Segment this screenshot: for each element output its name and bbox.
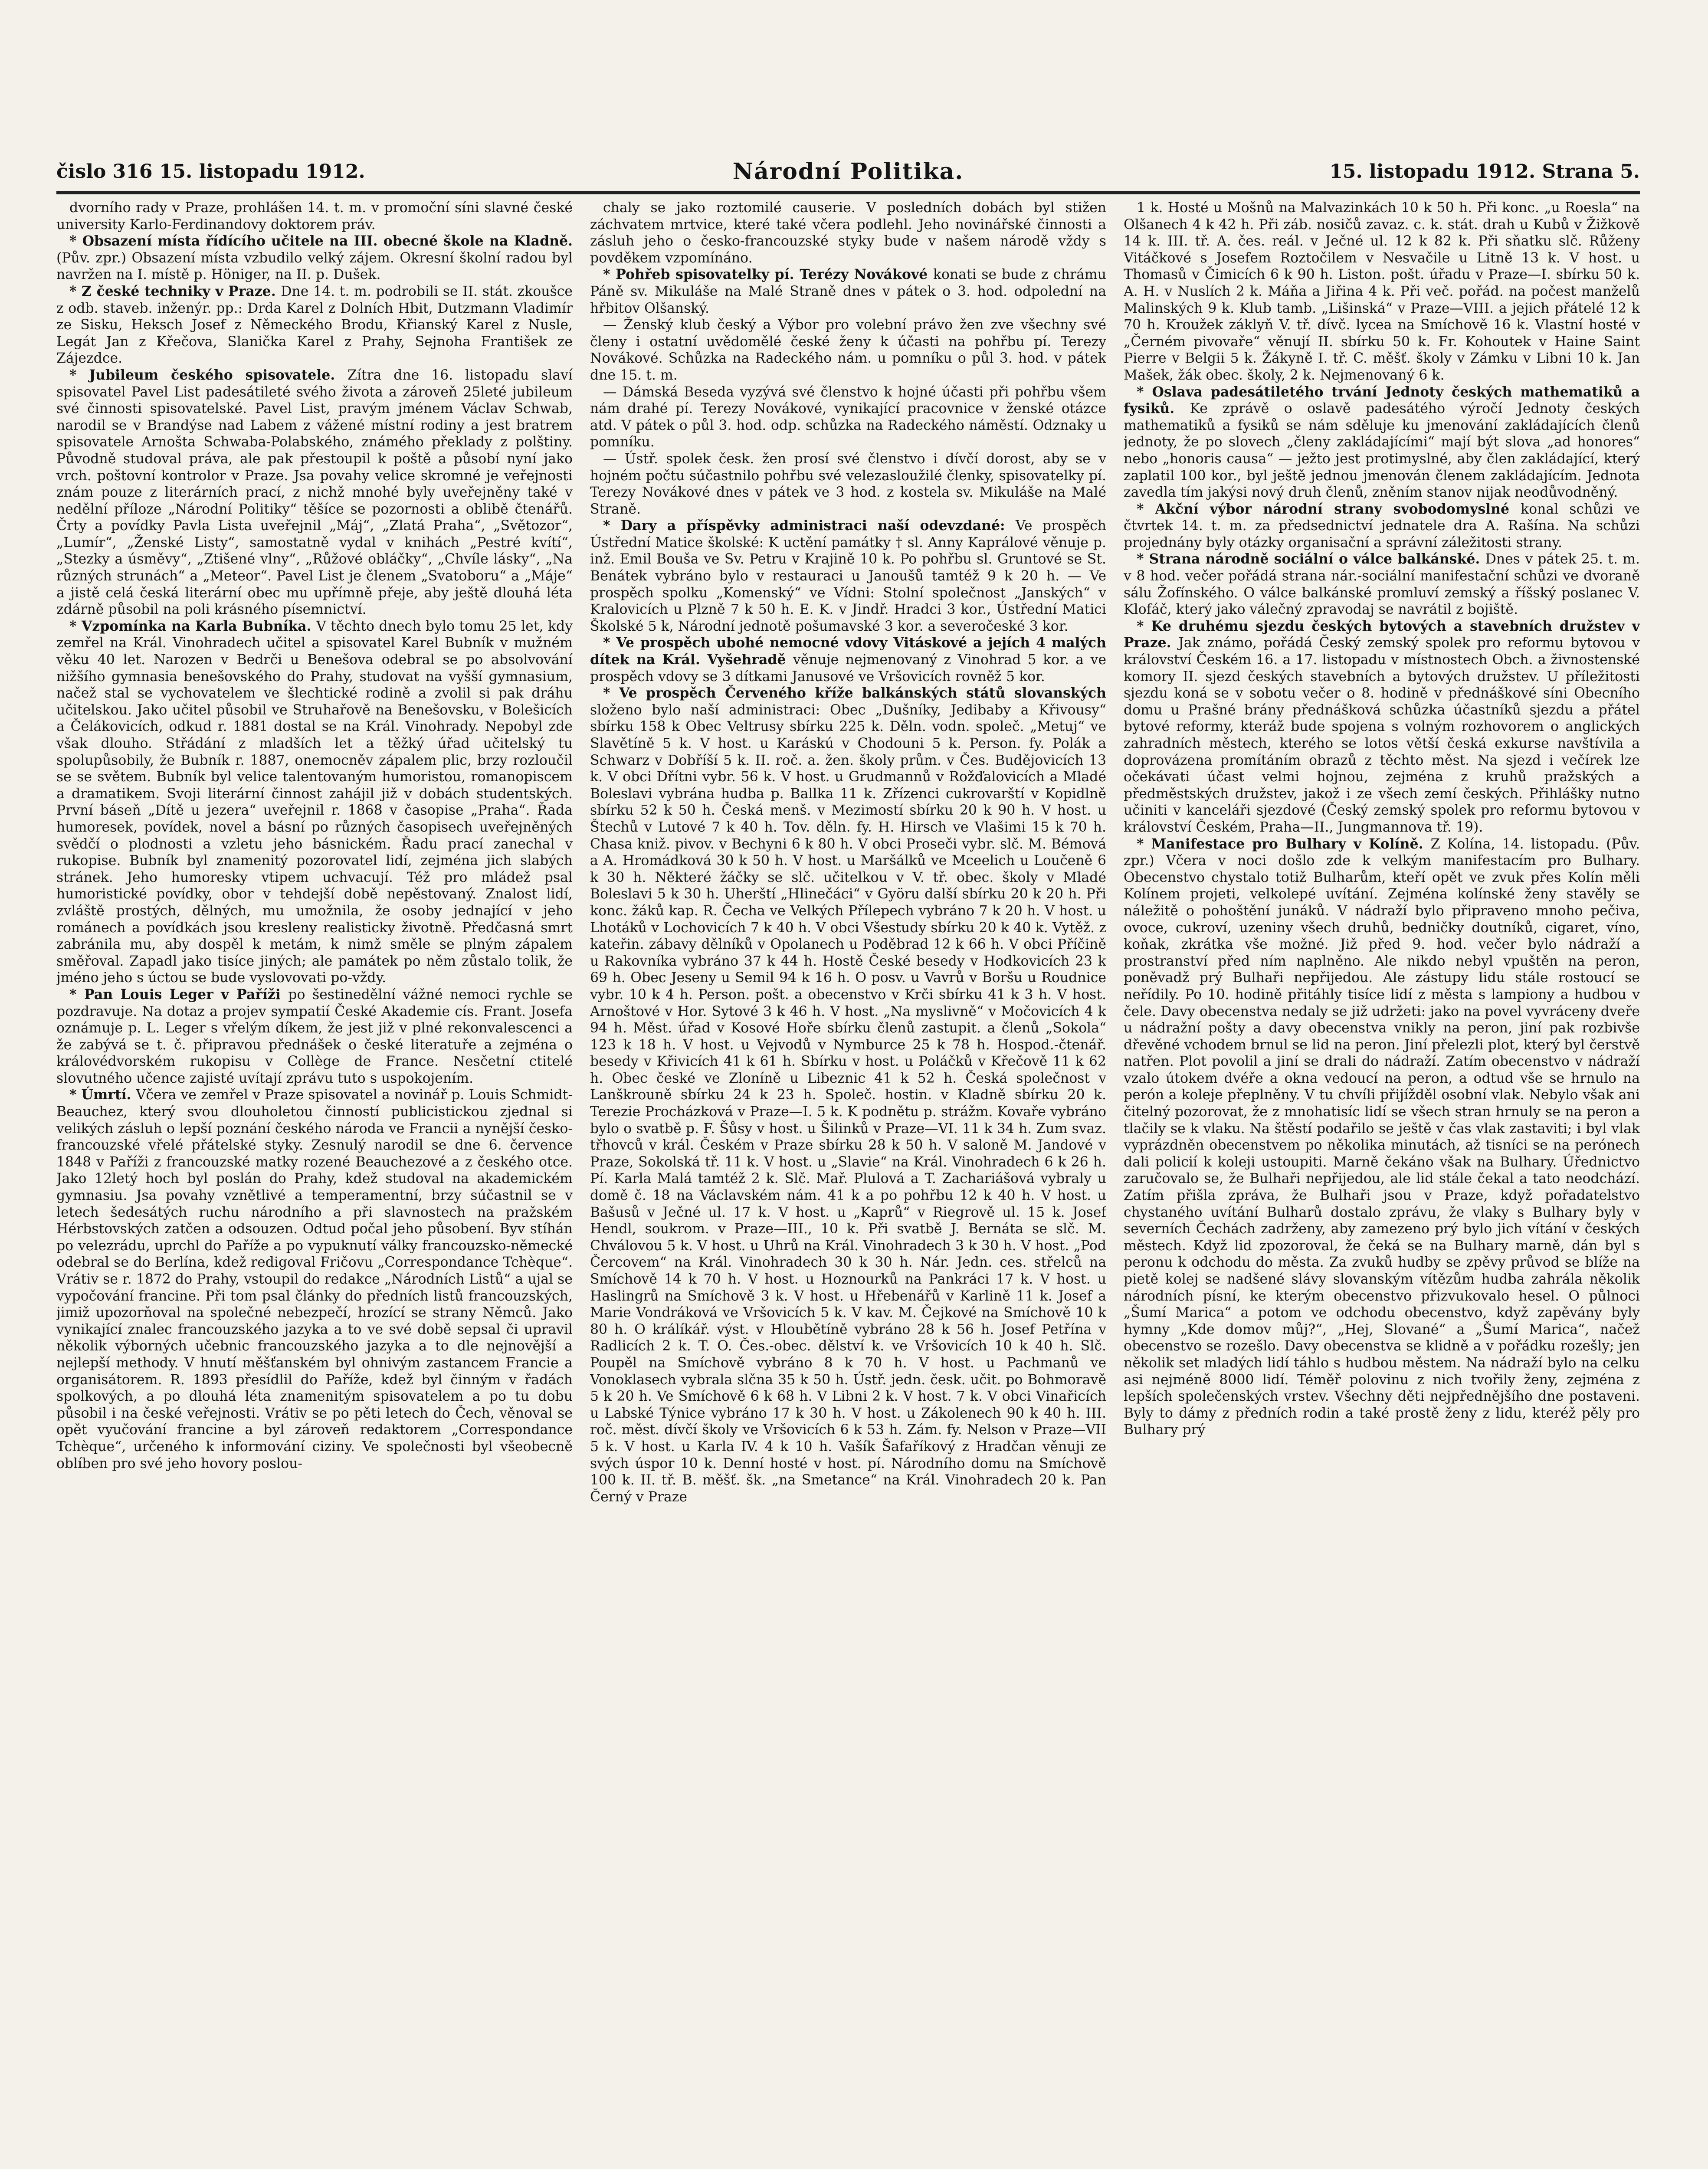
text-columns [56,200,1640,2169]
article-heading: * Strana národně sociální o válce balkánské. [1137,551,1485,567]
article-paragraph [1124,836,1640,1438]
article-text: po šestinedělní vážné nemoci rychle se pozdravuje. Na dotaz a projev sympatií České Akademie cís. Frant. Josefa oznámuje p. L. Leger s vřelým díkem, že jest již v plné rekonvalescenci a že zabývá se t. č. připravou přednášek o české literatuře a zejména o královédvorském rukopisu v Collège de France. Nesčetní ctitelé slovutného učence zajisté uvítají zprávu tuto s uspokojením. [56,986,573,1086]
article-text: složeno bylo naší administraci: Obec „Dušníky, Jedibaby a Křivousy“ sbírku 158 k Obec Veltrusy sbírku 225 k. Děln. vodn. společ. „Metuj“ ve Slavětíně 5 k. V host. u Karáskú v Chodouni 5 k. Person. fy. Polák a Schwarz v Dobříší 5 k. II. roč. a. žen. školy prům. v Čes. Budějovicích 13 k. V obci Dřítni vybr. 56 k. V host. u Grudmannů v Rožďalovicích a Mladé Boleslavi vybrána hudba p. Ballka 11 k. Zřízenci cukrovarští v Kopidlně sbírku 52 k 50 h. Česká menš. v Mezimostí sbírku 20 k 90 h. V host. u Štechů v Lutové 7 k 40 h. Tov. děln. fy. H. Hirsch ve Vlašimi 15 k 70 h. Chasa kniž. pivov. v Bechyni 6 k 80 h. V obci Proseči vybr. slč. M. Bémová a A. Hromádková 30 k 50 h. V host. u Maršálků ve Mceelich u Loučeně 6 k 30 h. Některé žáčky se slč. učitelkou v V. tř. obec. školy v Mladé Boleslavi 5 k 30 h. Uherští „Hlinečáci“ v Györu další sbírku 20 k 20 h. Při konc. žáků kap. R. Čecha ve Velkých Přílepech vybráno 7 k 20 h. V host. u Lhotáků v Lochovicích 7 k 40 h. V obci Všestudy sbírku 20 k 40 k. Vytěž. z kateřin. zábavy dělníků v Opolanech u Poděbrad 12 k 66 h. V obci Příčině u Rakovníka vybráno 37 k 44 h. Hostě České besedy v Hodkovicích 23 k 69 h. Obec Jeseny u Semil 94 k 16 h. O posv. u Vavrů v Boršu u Roudnice vybr. 10 k 4 h. Person. pošt. a obecenstvo v Krči sbírku 41 k 3 h. V host. Arnoštové v Hor. Sytové 3 k 46 h. V host. „Na myslivně“ v Močovicích 4 k 94 h. Měst. úřad v Kosové Hoře sbírku členů zastupit. a členů „Sokola“ 123 k 18 h. V host. u Vejvodů v Nymburce 25 k 78 h. Hospod.-čtenář. besedy v Křivicích 41 k 61 h. Sbírku v host. u Poláčků v Křečově 11 k 62 h. Obec české ve Zloníně u Libeznic 41 k 52 h. Česká společnost v Lanškrouně sbírku 24 k 23 h. Společ. hostin. v Kladně sbírku 20 k. Terezie Procházková v Praze—I. 5 k. K podnětu p. strážm. Kovaře vybráno bylo o svatbě p. F. Šůsy v host. u Šilinků v Praze—VI. 11 k 34 h. Zum svaz. třhovců v král. Českém v Praze sbírku 28 k 50 h. V saloně M. Jandové v Praze, Sokolská tř. 11 k. V host. u „Slavie“ na Král. Vinohradech 6 k 26 h. Pí. Karla Malá tamtéž 2 k. Slč. Mař. Plulová a T. Zachariášová vybraly u domě č. 18 na Václavském nám. 41 k a po pohřbu 12 k 40 h. V host. u Bašusů v Ječné ul. 17 k. V host. u „Kaprů“ v Riegrově ul. 15 k. Josef Hendl, soukrom. v Praze—III., 10 k. Při svatbě J. Bernáta se slč. M. Chválovou 5 k. V host. u Uhrů na Král. Vinohradech 3 k 30 h. V host. „Pod Čercovem“ na Král. Vinohradech 30 k 30 h. Nár. Jedn. ces. střelců na Smíchově 14 k 70 h. V host. u Hoznourků na Pankráci 17 k. V host. u Haslingrů na Smíchově 3 k. V host. u Hřebenářů v Karlině 11 k. Josef a Marie Vondráková ve Vršovicích 5 k. V kav. M. Čejkové na Smíchově 10 k 80 h. O králíkář. výst. v Hloubětíně vybráno 28 k 56 h. Josef Petřína v Radlicích 2 k. T. O. Čes.-obec. dělství k. ve Vršovicích 10 k 40 h. Slč. Poupěl na Smíchově vybráno 8 k 70 h. V host. u Pachmanů ve Vonoklasech vybrala slčna 35 k 50 h. Ústř. jedn. česk. učit. po Bohmoravě 5 k 20 h. Ve Smíchově 6 k 68 h. V Libni 2 k. V host. 7 k. V obci Vinařicích u Labské Týnice vybráno 17 k 30 h. V host. u Zákolenech 90 k 40 h. III. roč. měst. dívčí školy ve Vršovicích 6 k 53 h. Zám. fy. Nelson v Praze—VII 5 k. V host. u Karla IV. 4 k 10 h. Vašík Šafaříkový z Hradčan věnuji ze svých úspor 10 k. Denní hosté v host. pí. Národního domu na Smíchově 100 k. II. tř. B. měšť. šk. „na Smetance“ na Král. Vinohradech 20 k. Pan Černý v Praze [590,702,1106,1505]
article-text: Dne 14. t. m. podrobili se II. stát. zkoušce z odb. staveb. inženýr. pp.: Drda Karel z Dolních Hbit, Dutzmann Vladimír ze Sisku, Heksch Josef z Německého Brodu, Křianský Karel z Nusle, Legát Jan z Křečova, Slanička Karel z Prahy, Sejnoha František ze Zájezdce. [56,283,573,367]
article-paragraph [1124,501,1640,551]
article-text: konati se bude z chrámu Páně sv. Mikuláše na Malé Straně dnes v pátek o 3. hod. odpolední na hřbitov Olšanský. [590,267,1106,316]
article-text: 1 k. Hosté u Mošnů na Malvazinkách 10 k 50 h. Při konc. „u Roesla“ na Olšanech 4 k 42 h. Při záb. nosičů zavaz. c. k. stát. drah u Kubů v Žižkově 14 k. III. tř. A. čes. reál. v Ječné ul. 12 k 82 k. Při sňatku slč. Růženy Vitáčkové s Josefem Roztočilem v Nesvačile u Litně 13 k. V host. u Thomasů v Čimicích 6 k 90 h. Liston. pošt. úřadu v Praze—I. sbírku 50 k. A. H. v Nuslích 2 k. Máňa a Jiřina 4 k. Při več. pořád. na počest manželů Malinských 9 k. Klub tamb. „Lišinská“ v Praze—VIII. a jejich přátelé 12 k 70 h. Kroužek záklyň V. tř. dívč. lycea na Smíchově 16 k. Vlastní hosté v „Černém pivovaře“ věnují II. sbírku 50 k. Fr. Kohoutek v Haine Saint Pierre v Belgii 5 k. Žákyně I. tř. C. měšť. školy v Zámku v Libni 10 k. Jan Mašek, žák obec. školy, 2 k. Nejmenovaný 6 k. [1124,200,1640,383]
column-2 [590,200,1106,2169]
article-paragraph [56,1087,573,1472]
article-paragraph [590,451,1106,518]
date-and-page: 15. listopadu 1912. Strana 5. [1329,161,1640,183]
article-paragraph [590,384,1106,451]
article-paragraph [56,283,573,367]
article-heading: * Pan Louis Leger v Paříži [69,986,288,1003]
article-paragraph [590,200,1106,266]
article-text: — Ženský klub český a Výbor pro volební právo žen zve všechny své členy i ostatní uvědomělé české ženy k účasti na pohřbu pí. Terezy Novákové. Schůzka na Radeckého nám. u pomníku o půl 3. hod. v pátek dne 15. t. m. [590,317,1106,383]
article-paragraph [56,200,573,233]
article-paragraph [1124,384,1640,501]
article-paragraph [56,986,573,1087]
article-heading: * Z české techniky v Praze. [69,283,281,299]
article-heading: * Pohřeb spisovatelky pí. Terézy Novákové [603,266,933,283]
article-heading: * Oslava padesátiletého trvání Jednoty českých mathematiků a fysiků. [1124,383,1640,417]
article-text: chaly se jako roztomilé causerie. V posledních dobách byl stižen záchvatem mrtvice, které také včera podlehl. Jeho novinářské činnosti a zásluh jeho o česko-francouzské styky bude v našem národě vždy s povděkem vzpomínáno. [590,200,1106,266]
issue-number: čislo 316 15. listopadu 1912. [56,161,365,183]
article-paragraph [56,233,573,283]
article-text: věnuje nejmenovaný z Vinohrad 5 kor. a ve prospěch vdovy se 3 dítkami Janusové ve Vršovicích rovněž 5 kor. [590,652,1106,685]
article-paragraph [1124,618,1640,836]
article-text: Včera ve zemřel v Praze spisovatel a novinář p. Louis Schmidt-Beauchez, který svou dlouholetou činností publicistickou zjednal si velikých zásluh o lepší poznání českého národa ve Francii a nynější česko-francouzské vřelé přátelské styky. Zesnulý narodil se dne 6. července 1848 v Paříži z francouzské matky rozené Beauchezové a z českého otce. Jako 12letý hoch byl poslán do Prahy, kdež studoval na akademickém gymnasiu. Jsa povahy vznětlivé a temperamentní, brzy súčastnil se v letech šedesátých ruchu národního a při slavnostech na pražském Hérbstovských zatčen a odsouzen. Odtud počal jeho působení. Byv stíhán po velezrádu, uprchl do Paříže a po vypuknutí války francouzsko-německé odebral se do Berlína, kdež redigoval Fričovu „Correspondance Tchèque“. Vrátiv se r. 1872 do Prahy, vstoupil do redakce „Národních Listů“ a ujal se vypočování francine. Při tom psal články do předních listů francouzských, jimiž upozorňoval na společné nebezpečí, hrozící se strany Němců. Jako vynikající znalec francouzského jazyka a to ve své době sepsal či upravil několik výborných učebnic francouzského jazyka a to dle nejnovější a nejlepší methody. V hnutí měšťanském byl ohnivým zastancem Francie a organisátorem. R. 1893 přesídlil do Paříže, kdež byl činným v řadách spolkových, a po dlouhá léta znamenitým spisovatelem a po tu dobu působil i na české veřejnosti. Vrátiv se po pěti letech do Čech, věnoval se opět vyučování francine a byl zároveň redaktorem „Correspondance Tchèque“, určeného k informování ciziny. Ve společnosti byl všeobecně oblíben pro své jeho hovory poslou- [56,1087,573,1471]
article-text: Ke zprávě o oslavě padesátého výročí Jednoty českých mathematiků a fysiků se nám sděluje ku jmenování zakládajících členů jednoty, že po slovech „členy zakládajícími“ mají být slova „ad honores“ nebo „honoris causa“ — ježto jest protimyslné, aby člen zakládající, který zaplatil 100 kor., byl ještě jednou jmenován členem zakládajícím. Jednota zavedla tím jakýsi nový druh členů, zněním stanov nijak neodůvodněný. [1124,401,1640,501]
article-paragraph [56,367,573,618]
article-paragraph [56,618,573,986]
article-text: Ve prospěch Ústřední Matice školské: K uctění památky † sl. Anny Kaprálové věnuje p. inž. Emil Bouša ve Sv. Petru v Krajině 10 k. Po pohřbu sl. Gruntové se St. Benátek vybráno bylo v restauraci u Janoušů tamtéž 9 k 20 h. — Ve prospěch spolku „Komenský“ ve Vídni: Stolní společnost „Janských“ v Kralovicích u Plzně 7 k 50 h. E. K. v Jindř. Hradci 3 kor., Ústřední Matici Školské 5 k, Národní jednotě pošumavské 3 kor. a severočeské 3 kor. [590,518,1106,634]
article-text: Zítra dne 16. listopadu slaví spisovatel Pavel List padesátileté svého života a zároveň 25leté jubileum své činnosti spisovatelské. Pavel List, pravým jménem Václav Schwab, narodil se v Brandýse nad Labem z vážené místní rodiny a jest bratrem spisovatele Arnošta Schwaba-Polabského, známého překlady z polštiny. Původně studoval práva, ale pak přestoupil k poště a působí nyní jako vrch. poštovní kontrolor v Praze. Jsa povahy velice skromné je veřejnosti znám pouze z literárních prací, z nichž mnohé byly uveřejněny také v nedělní příloze „Národní Politiky“ těšíce se pozornosti a oblibě čtenářů. Črty a povídky Pavla Lista uveřejnil „Máj“, „Zlatá Praha“, „Světozor“, „Lumír“, „Ženské Listy“, samostatně vydal v knihách „Pestré kvítí“, „Stezky a úsměvy“, „Ztišené vlny“, „Růžové obláčky“, „Chvíle lásky“, „Na různých strunách“ a „Meteor“. Pavel List je členem „Svatoboru“ a „Máje“ a jistě celá česká literární obec mu upřímně přeje, aby ještě dlouhá léta zdárně působil na poli krásného písemnictví. [56,367,573,618]
article-text: dvorního rady v Praze, prohlášen 14. t. m. v promoční síni slavné české university Karlo-Ferdinandovy doktorem práv. [56,200,573,233]
column-3 [1124,200,1640,2169]
article-text: — Ústř. spolek česk. žen prosí své členstvo i dívčí dorost, aby se v hojném počtu súčastnilo pohřbu své velezasloužilé členky, spisovatelky pí. Terezy Novákové dnes v pátek ve 3 hod. z kostela sv. Mikuláše na Malé Straně. [590,451,1106,517]
article-paragraph [1124,551,1640,618]
article-text: (Pův. zpr.) Obsazení místa vzbudilo velký zájem. Okresní školní radou byl navržen na I. místě p. Höniger, na II. p. Dušek. [56,250,573,283]
column-1 [56,200,573,2169]
article-text: konal schůzi ve čtvrtek 14. t. m. za předsednictví jednatele dra A. Rašína. Na schůzi projednány byly otázky organisační a správní záležitosti strany. [1124,501,1640,550]
article-paragraph [590,518,1106,635]
article-text: Jak známo, pořádá Český zemský spolek pro reformu bytovou v království Českém 16. a 17. listopadu v místnostech Obch. a živnostenské komory II. sjezd českých stavebních a bytových družstev. U příležitosti sjezdu koná se v sobotu večer o 8. hodině v přednáškové síni Obecního domu u Prašné brány přednášková schůzka účastníků sjezdu a přátel bytové reformy, kteráž bude spojena s volným rozhovorem o anglických zahradních městech, kterého se lotos větší česká exkurse navštívila a doprovázena promítáním obrazů z těchto měst. Na sjezd i večírek lze očekávati účast velmi hojnou, zejména z kruhů pražských a předměstských družstev, jakož i ze všech zemí českých. Přihlášky nutno učiniti v kanceláři sjezdové (Český zemský spolek pro reformu bytovou v království Českém, Praha—II., Jungmannova tř. 19). [1124,635,1640,835]
article-heading: * Ve prospěch Červeného kříže balkánských států slovanských [603,685,1106,701]
article-text: V těchto dnech bylo tomu 25 let, kdy zemřel na Král. Vinohradech učitel a spisovatel Karel Bubník v mužném věku 40 let. Narozen v Bedrči u Benešova odebral se po absolvování nižšího gymnasia benešovského do Prahy, studovat na vyšší gymnasium, načež stal se vychovatelem ve šlechtické rodině a zvolil si pak dráhu učitelskou. Jako učitel působil ve Struhařově na Benešovsku, v Bolešicích a Čelákovicích, odkud r. 1881 dostal se na Král. Vinohrady. Nepobyl zde však dlouho. Střádání z mladších let a těžký úřad učitelský tu spolupůsobily, že Bubník r. 1887, onemocněv zápalem plic, brzy rozloučil se se světem. Bubník byl velice talentovaným humoristou, romanopiscem a dramatikem. Svoji literární činnost zahájil již v dobách studentských. První báseň „Dítě u jezera“ uveřejnil r. 1868 v časopise „Praha“. Řada humoresek, povídek, novel a básní po různých časopisech uveřejněných svědčí o plodnosti a vzletu jeho básnickém. Řadu prací zanechal v rukopise. Bubník byl znamenitý pozorovatel lidí, zejména jich slabých stránek. Jeho humoresky vtipem uchvacují. Též pro mládež psal humoristické povídky, obor v tehdejší době nepěstovaný. Znalost lidí, zvláště prostých, dělných, mu umožnila, že osoby jednající v jeho románech a povídkách jsou kresleny realisticky životně. Předčasná smrt zabránila mu, aby dospěl k metám, k nimž směle se plným zápalem směřoval. Zapadl jako tisíce jiných; ale památek po něm zůstalo tolik, že jméno jeho s úctou se bude vyslovovati po-vždy. [56,618,573,986]
article-paragraph [590,266,1106,317]
page-header [56,156,1640,194]
article-paragraph [590,317,1106,383]
article-heading: * Ve prospěch ubohé nemocné vdovy Vitáskové a jejích 4 malých dítek na Král. Vyšehradě [590,635,1106,668]
article-heading: * Obsazení místa řídícího učitele na III. obecné škole na Kladně. [69,233,573,249]
article-paragraph [590,685,1106,1505]
article-paragraph [590,635,1106,685]
article-text: — Dámská Beseda vyzývá své členstvo k hojné účasti při pohřbu všem nám drahé pí. Terezy Novákové, vynikající pracovnice v ženské otázce atd. V pátek o půl 3. hod. odp. schůzka na Radeckého náměstí. Odznaky u pomníku. [590,384,1106,450]
article-heading: * Dary a příspěvky administraci naší odevzdané: [603,518,1016,534]
article-heading: * Jubileum českého spisovatele. [69,367,348,383]
article-heading: * Akční výbor národní strany svobodomyslné [1137,501,1521,517]
article-text: Z Kolína, 14. listopadu. (Pův. zpr.) Včera v noci došlo zde k velkým manifestacím pro Bulhary. Obecenstvo chystalo totiž Bulharům, kteří opět ve zvuk přes Kolín měli Kolínem projeti, velkolepé uvítání. Zejména kolínské ženy stavěly se náležitě o pohoštění junáků. V nádraží bylo připraveno mnoho pečiva, ovoce, cukroví, uzeniny všech druhů, bedničky doutníků, cigaret, víno, koňak, zkrátka vše možné. Již před 9. hod. večer bylo nádraží a prostranství před ním naplněno. Ale nikdo nebyl vpuštěn na peron, poněvadž prý Bulhaři nepřijedou. Ale zástupy lidu stále rostoucí se neřídily. Po 10. hodině přitáhly tisíce lidí z města s lampiony a hudbou v čele. Davy obecenstva nedaly se již udržeti: jako na povel vyvráceny dveře u nádražní pošty a davy obecenstva vnikly na peron, jiní pak rozbivše dřevěné vchodem brnul se lid na peron. Jiní přelezli plot, který byl čerstvě natřen. Plot povolil a jiní se drali do nádraží. Zatím obecenstvo v nádraží vzalo útokem dvéře a okna vedoucí na peron, a odtud vše se hrnulo na perón a koleje přeplněny. V tu chvíli přijížděl osobní vlak. Nebylo však ani čitelný pozorovat, že z mnohatisíc lidí se všech stran hrnuly se na peron a tlačily se k vlaku. Na štěstí podařilo se ještě v čas vlak zastaviti; i byl vlak vyprázdněn obecenstvem po několika minutách, až tisníci se na perónech dali policií k koleji ustoupiti. Marně čekáno však na Bulhary. Úřednictvo zaručovalo se, že Bulhaři nepřijedou, ale lid stále čekal a tato neodchází. Zatím přišla zpráva, že Bulhaři jsou v Praze, když pořadatelstvo chystaného uvítání Bulharů dostalo zprávu, že vlaky s Bulhary byly v severních Čechách zadrženy, aby zamezeno prý bylo jich vítání v českých městech. Když lid zpozoroval, že čeká se na Bulhary marně, dán byl s peronu k odchodu do města. Za zvuků hudby se zpěvy průvod se blíže na pietě kolej se nadšené slávy slovanským vítězům hudba zahrála několik národních písní, ke kterým obecenstvo přizvukovalo hesel. O půlnoci „Šumí Marica“ a potom ve odchodu obecenstvo, když zapěvány byly hymny „Kde domov můj?“, „Hej, Slované“ a „Šumí Marica“, načež obecenstvo se rozešlo. Davy obecenstva se klidně a v pořádku rozešly; jen několik set mladých lidí táhlo s hudbou městem. Na nádraží bylo na celku asi nejméně 8000 lidí. Téměř polovinu z nich tvořily ženy, zejména z lepších společenských vrstev. Všechny děti nejpřednějšího dne postaveni. Byly to dámy z předních rodin a také prostě ženy z lidu, kteréž pěly pro Bulhary prý [1124,836,1640,1438]
article-text: Dnes v pátek 25. t. m. v 8 hod. večer pořádá strana nár.-sociální manifestační schůzi ve dvoraně sálu Žofínského. O válce balkánské promluví zemský a říšský poslanec V. Klofáč, který jako válečný zpravodaj se navrátil z bojiště. [1124,551,1640,618]
article-heading: * Ke druhému sjezdu českých bytových a stavebních družstev v Praze. [1124,618,1640,651]
article-heading: * Manifestace pro Bulhary v Kolíně. [1137,835,1431,852]
article-paragraph [1124,200,1640,384]
article-heading: * Úmrtí. [69,1087,136,1103]
article-heading: * Vzpomínka na Karla Bubníka. [69,618,316,634]
masthead-title: Národní Politika. [732,158,964,185]
